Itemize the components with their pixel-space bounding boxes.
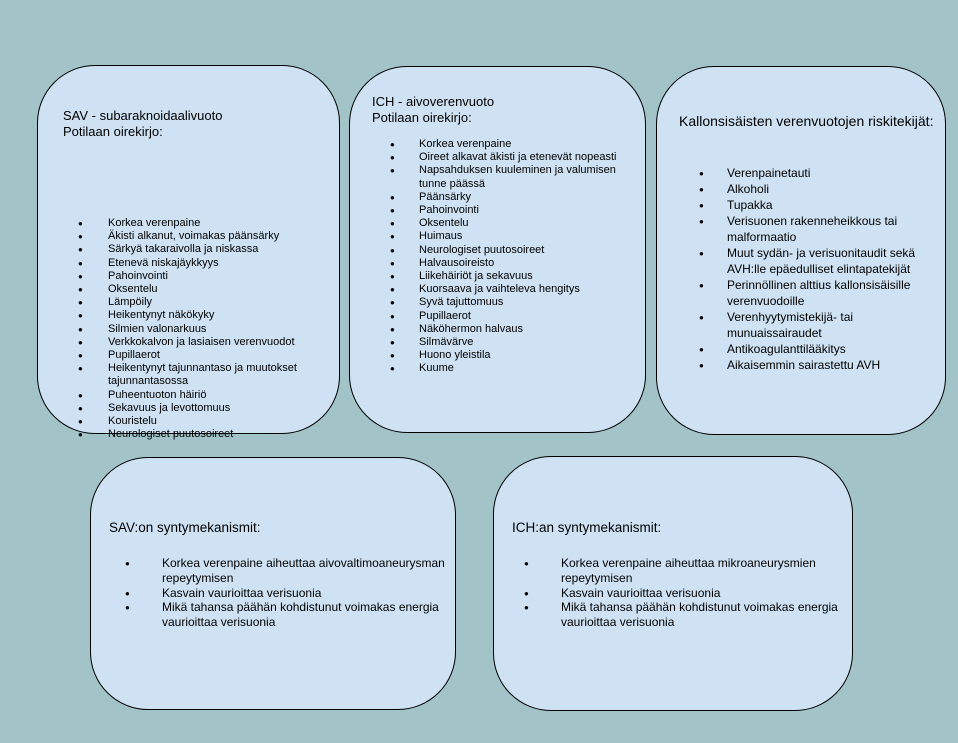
list-item: ● Aikaisemmin sairastettu AVH [727, 357, 927, 373]
sav-symptoms-card [37, 65, 340, 441]
sav-mechanisms-card [90, 457, 456, 710]
list-item: ● Korkea verenpaine aiheuttaa aivovaltimoaneurysman repeytymisen [162, 556, 452, 586]
ich-card-header [372, 94, 494, 126]
list-item: ● Pahoinvointi [108, 270, 340, 283]
list-item: ● Korkea verenpaine aiheuttaa mikroaneurysmien repeytymisen [561, 556, 851, 586]
list-item: ● Muut sydän- ja verisuonitaudit sekä AVH:lle epäedulliset elintapatekijät [727, 245, 927, 277]
list-item: ● Sekavuus ja levottomuus [108, 402, 340, 415]
risk-card-header [679, 112, 939, 131]
ich-mechanisms-title: ICH:an syntymekanismit: [512, 520, 662, 535]
list-item: ● Mikä tahansa päähän kohdistunut voimakas energia vaurioittaa verisuonia [561, 600, 851, 630]
list-item: ● Korkea verenpaine [419, 138, 641, 151]
list-item: ● Puheentuoton häiriö [108, 389, 340, 402]
ich-mechanism-list [561, 556, 851, 630]
list-item: ● Tupakka [727, 197, 927, 213]
list-item: ● Silmien valonarkuus [108, 323, 340, 336]
ich-symptom-list [419, 138, 641, 376]
sav-card-header [63, 108, 222, 140]
ich-card-title: ICH - aivoverenvuoto [372, 94, 495, 109]
list-item: ● Verenhyytymistekijä- tai munuaissairaudet [727, 309, 927, 341]
list-item: ● Pupillaerot [108, 349, 340, 362]
list-item: ● Silmävärve [419, 336, 641, 349]
list-item: ● Verenpainetauti [727, 165, 927, 181]
ich-card-subtitle: Potilaan oirekirjo: [372, 110, 472, 125]
list-item: ● Perinnöllinen alttius kallonsisäisille verenvuodoille [727, 277, 927, 309]
risk-factors-card [656, 66, 946, 435]
list-item: ● Kasvain vaurioittaa verisuonia [162, 586, 452, 601]
list-item: ● Pupillaerot [419, 310, 641, 323]
sav-mechanism-list [162, 556, 452, 630]
sav-card-subtitle: Potilaan oirekirjo: [63, 124, 163, 139]
ich-symptoms-card [349, 66, 646, 433]
list-item: ● Päänsärky [419, 191, 641, 204]
list-item: ● Liikehäiriöt ja sekavuus [419, 270, 641, 283]
list-item: ● Huono yleistila [419, 349, 641, 362]
sav-mechanisms-title: SAV:on syntymekanismit: [109, 520, 261, 535]
list-item: ● Oksentelu [419, 217, 641, 230]
risk-card-title: Kallonsisäisten verenvuotojen riskitekijät: [679, 113, 934, 129]
list-item: ● Kuorsaava ja vaihteleva hengitys [419, 283, 641, 296]
list-item: ● Syvä tajuttomuus [419, 296, 641, 309]
list-item: ● Kasvain vaurioittaa verisuonia [561, 586, 851, 601]
sav-symptom-list [108, 217, 340, 441]
list-item: ● Mikä tahansa päähän kohdistunut voimakas energia vaurioittaa verisuonia [162, 600, 452, 630]
list-item: ● Kouristelu [108, 415, 340, 428]
list-item: ● Pahoinvointi [419, 204, 641, 217]
list-item: ● Neurologiset puutosoireet [419, 244, 641, 257]
list-item: ● Huimaus [419, 230, 641, 243]
list-item: ● Kuume [419, 362, 641, 375]
list-item: ● Heikentynyt tajunnantaso ja muutokset tajunnantasossa [108, 362, 340, 388]
list-item: ● Verisuonen rakenneheikkous tai malformaatio [727, 213, 927, 245]
list-item: ● Neurologiset puutosoireet [108, 428, 340, 441]
risk-factor-list [727, 165, 927, 373]
list-item: ● Särkyä takaraivolla ja niskassa [108, 243, 340, 256]
sav-card-title: SAV - subaraknoidaalivuoto [63, 108, 223, 123]
list-item: ● Oksentelu [108, 283, 340, 296]
list-item: ● Napsahduksen kuuleminen ja valumisen tunne päässä [419, 164, 641, 190]
list-item: ● Äkisti alkanut, voimakas päänsärky [108, 230, 340, 243]
list-item: ● Verkkokalvon ja lasiaisen verenvuodot [108, 336, 340, 349]
list-item: ● Alkoholi [727, 181, 927, 197]
list-item: ● Etenevä niskajäykkyys [108, 257, 340, 270]
list-item: ● Lämpöily [108, 296, 340, 309]
list-item: ● Näköhermon halvaus [419, 323, 641, 336]
list-item: ● Halvausoireisto [419, 257, 641, 270]
ich-mechanisms-card [493, 456, 853, 711]
list-item: ● Korkea verenpaine [108, 217, 340, 230]
sav-mechanisms-header [109, 519, 261, 536]
ich-mechanisms-header [512, 519, 661, 536]
list-item: ● Heikentynyt näkökyky [108, 309, 340, 322]
list-item: ● Oireet alkavat äkisti ja etenevät nopeasti [419, 151, 641, 164]
list-item: ● Antikoagulanttilääkitys [727, 341, 927, 357]
